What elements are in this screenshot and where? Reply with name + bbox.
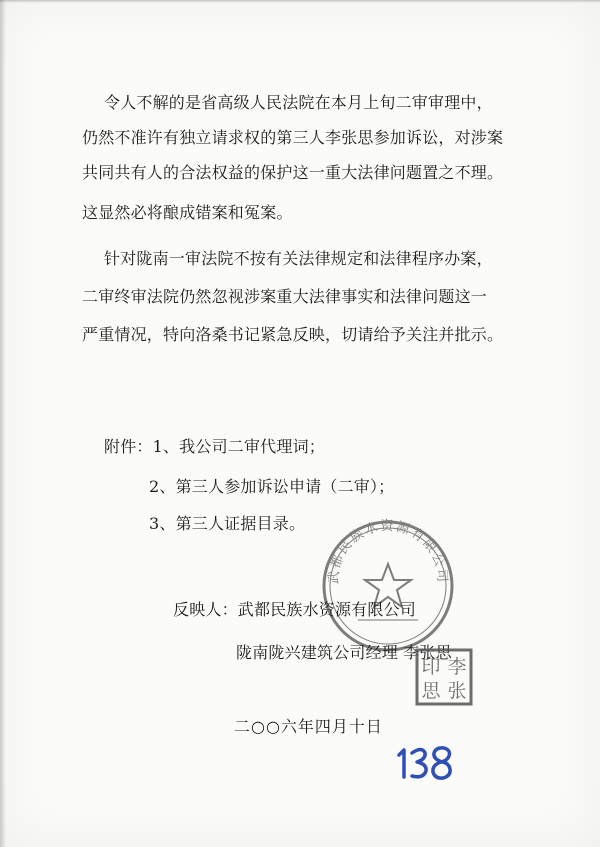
paragraph2-line1: 针对陇南一审法院不按有关法律规定和法律程序办案， <box>104 249 493 268</box>
document-date: 二○○六年四月十日 <box>234 717 383 736</box>
chop-char-3: 印 <box>421 656 441 678</box>
paragraph1-line2: 仍然不准许有独立请求权的第三人李张思参加诉讼，对涉案 <box>82 128 504 147</box>
paragraph1-line4: 这显然必将酿成错案和冤案。 <box>82 203 293 222</box>
paragraph1-line1: 令人不解的是省高级人民法院在本月上旬二审审理中， <box>104 93 493 112</box>
page-number-stroke-3 <box>433 748 450 778</box>
name-chop-stamp <box>414 647 474 707</box>
scan-shadow-left <box>0 0 6 847</box>
scan-shadow-top <box>0 0 600 3</box>
petitioner-line: 反映人：武都民族水资源有限公司 <box>173 600 417 619</box>
chop-char-2: 张 <box>447 680 467 702</box>
attachment-item-1: 附件：1、我公司二审代理词； <box>104 437 325 456</box>
chop-char-1: 李 <box>447 656 467 678</box>
manager-signature-line: 陇南陇兴建筑公司经理 李张思 <box>236 643 452 662</box>
seal-arc-text: 武都民族水资源有限公司 <box>326 519 450 585</box>
paragraph2-line3: 严重情况，特向洛桑书记紧急反映，切请给予关注并批示。 <box>82 325 504 344</box>
page-number-stroke-1 <box>399 750 404 777</box>
attachment-item-3: 3、第三人证据目录。 <box>149 514 306 533</box>
page-number-stroke-2 <box>412 750 426 777</box>
chop-char-4: 思 <box>421 680 441 702</box>
company-seal <box>318 516 458 656</box>
paragraph1-line3: 共同共有人的合法权益的保护这一重大法律问题置之不理。 <box>82 163 504 182</box>
handwritten-page-number <box>394 743 456 783</box>
paragraph2-line2: 二审终审法院仍然忽视涉案重大法律事实和法律问题这一 <box>82 287 488 306</box>
attachment-item-2: 2、第三人参加诉讼申请（二审）； <box>149 477 395 496</box>
